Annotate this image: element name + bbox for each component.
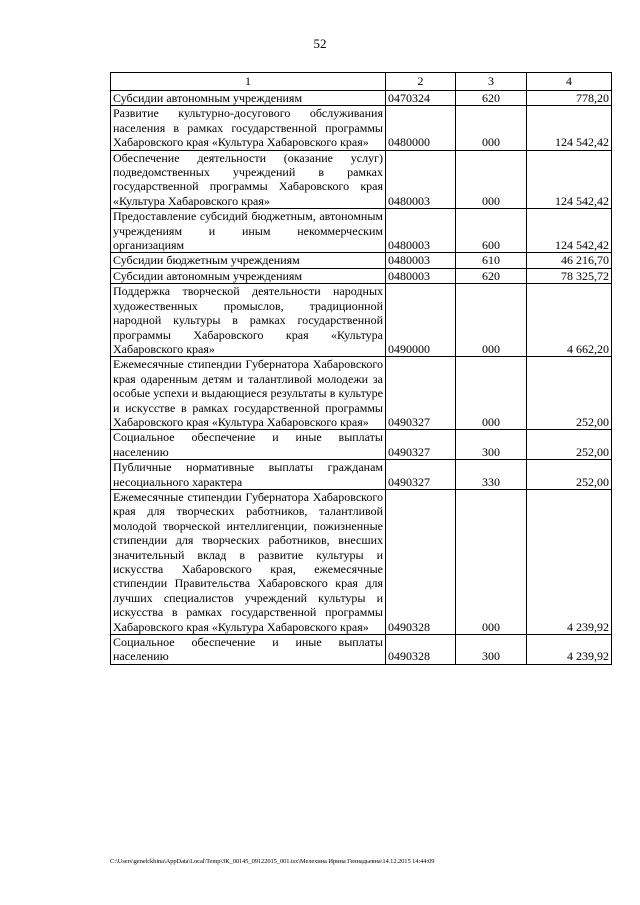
row-type: 300 [456, 430, 527, 460]
row-type: 330 [456, 460, 527, 490]
column-header-4: 4 [527, 73, 612, 91]
row-name: Социальное обеспечение и иные выплаты населению [111, 635, 386, 665]
row-amount: 4 239,92 [527, 489, 612, 634]
row-code: 0490327 [386, 430, 456, 460]
table-row [111, 253, 612, 268]
table-row [111, 106, 612, 150]
table-row [111, 268, 612, 283]
file-path-footer: C:\Users\genelckhina\AppData\Local\Temp\ЗК_00145_09122015_001.tsx\Мелехина Ирина Геннадьевна\14.12.2015 14:44:09 [110, 858, 435, 865]
row-type: 000 [456, 150, 527, 209]
page-number: 52 [313, 36, 327, 51]
row-code: 0490327 [386, 460, 456, 490]
budget-table [110, 72, 612, 665]
row-name: Социальное обеспечение и иные выплаты населению [111, 430, 386, 460]
table-row [111, 209, 612, 253]
header-row [111, 73, 612, 91]
row-amount: 252,00 [527, 357, 612, 430]
row-name: Публичные нормативные выплаты гражданам несоциального характера [111, 460, 386, 490]
row-amount: 252,00 [527, 430, 612, 460]
row-amount: 78 325,72 [527, 268, 612, 283]
row-code: 0480000 [386, 106, 456, 150]
table-row [111, 635, 612, 665]
row-type: 600 [456, 209, 527, 253]
row-type: 000 [456, 357, 527, 430]
row-name: Субсидии автономным учреждениям [111, 91, 386, 106]
column-header-1: 1 [111, 73, 386, 91]
row-type: 000 [456, 284, 527, 357]
row-name: Субсидии бюджетным учреждениям [111, 253, 386, 268]
row-type: 000 [456, 106, 527, 150]
row-name: Ежемесячные стипендии Губернатора Хабаровского края для творческих работников, талантливой молодой творческой интеллигенции, пожизненные стипендии для творческих работников, внесших значительный вклад в развитие культуры и искусства Хабаровского края, ежемесячные стипендии Правительства Хабаровского края для лучших специалистов учреждений культуры и искусства в рамках государственной программы Хабаровского края «Культура Хабаровского края» [111, 489, 386, 634]
row-type: 300 [456, 635, 527, 665]
table-row [111, 284, 612, 357]
row-code: 0480003 [386, 209, 456, 253]
table-row [111, 489, 612, 634]
row-amount: 4 239,92 [527, 635, 612, 665]
row-amount: 778,20 [527, 91, 612, 106]
table-row [111, 430, 612, 460]
table-row [111, 460, 612, 490]
table-row [111, 150, 612, 209]
row-type: 610 [456, 253, 527, 268]
row-code: 0470324 [386, 91, 456, 106]
row-name: Обеспечение деятельности (оказание услуг) подведомственных учреждений в рамках государственной программы Хабаровского края «Культура Хабаровского края» [111, 150, 386, 209]
row-name: Поддержка творческой деятельности народных художественных промыслов, традиционной народной культуры в рамках государственной программы Хабаровского края «Культура Хабаровского края» [111, 284, 386, 357]
row-amount: 124 542,42 [527, 150, 612, 209]
row-amount: 46 216,70 [527, 253, 612, 268]
row-type: 000 [456, 489, 527, 634]
column-header-2: 2 [386, 73, 456, 91]
column-header-3: 3 [456, 73, 527, 91]
row-type: 620 [456, 268, 527, 283]
row-name: Предоставление субсидий бюджетным, автономным учреждениям и иным некоммерческим организациям [111, 209, 386, 253]
row-amount: 124 542,42 [527, 209, 612, 253]
row-type: 620 [456, 91, 527, 106]
table-row [111, 357, 612, 430]
row-name: Развитие культурно-досугового обслуживания населения в рамках государственной программы Хабаровского края «Культура Хабаровского края» [111, 106, 386, 150]
row-code: 0490328 [386, 635, 456, 665]
row-code: 0480003 [386, 268, 456, 283]
row-code: 0480003 [386, 150, 456, 209]
row-amount: 4 662,20 [527, 284, 612, 357]
table-row [111, 91, 612, 106]
row-name: Ежемесячные стипендии Губернатора Хабаровского края одаренным детям и талантливой молодежи за особые успехи и выдающиеся результаты в культуре и искусстве в рамках государственной программы Хабаровского края «Культура Хабаровского края» [111, 357, 386, 430]
row-code: 0480003 [386, 253, 456, 268]
row-code: 0490327 [386, 357, 456, 430]
row-code: 0490328 [386, 489, 456, 634]
row-amount: 252,00 [527, 460, 612, 490]
row-name: Субсидии автономным учреждениям [111, 268, 386, 283]
row-amount: 124 542,42 [527, 106, 612, 150]
row-code: 0490000 [386, 284, 456, 357]
